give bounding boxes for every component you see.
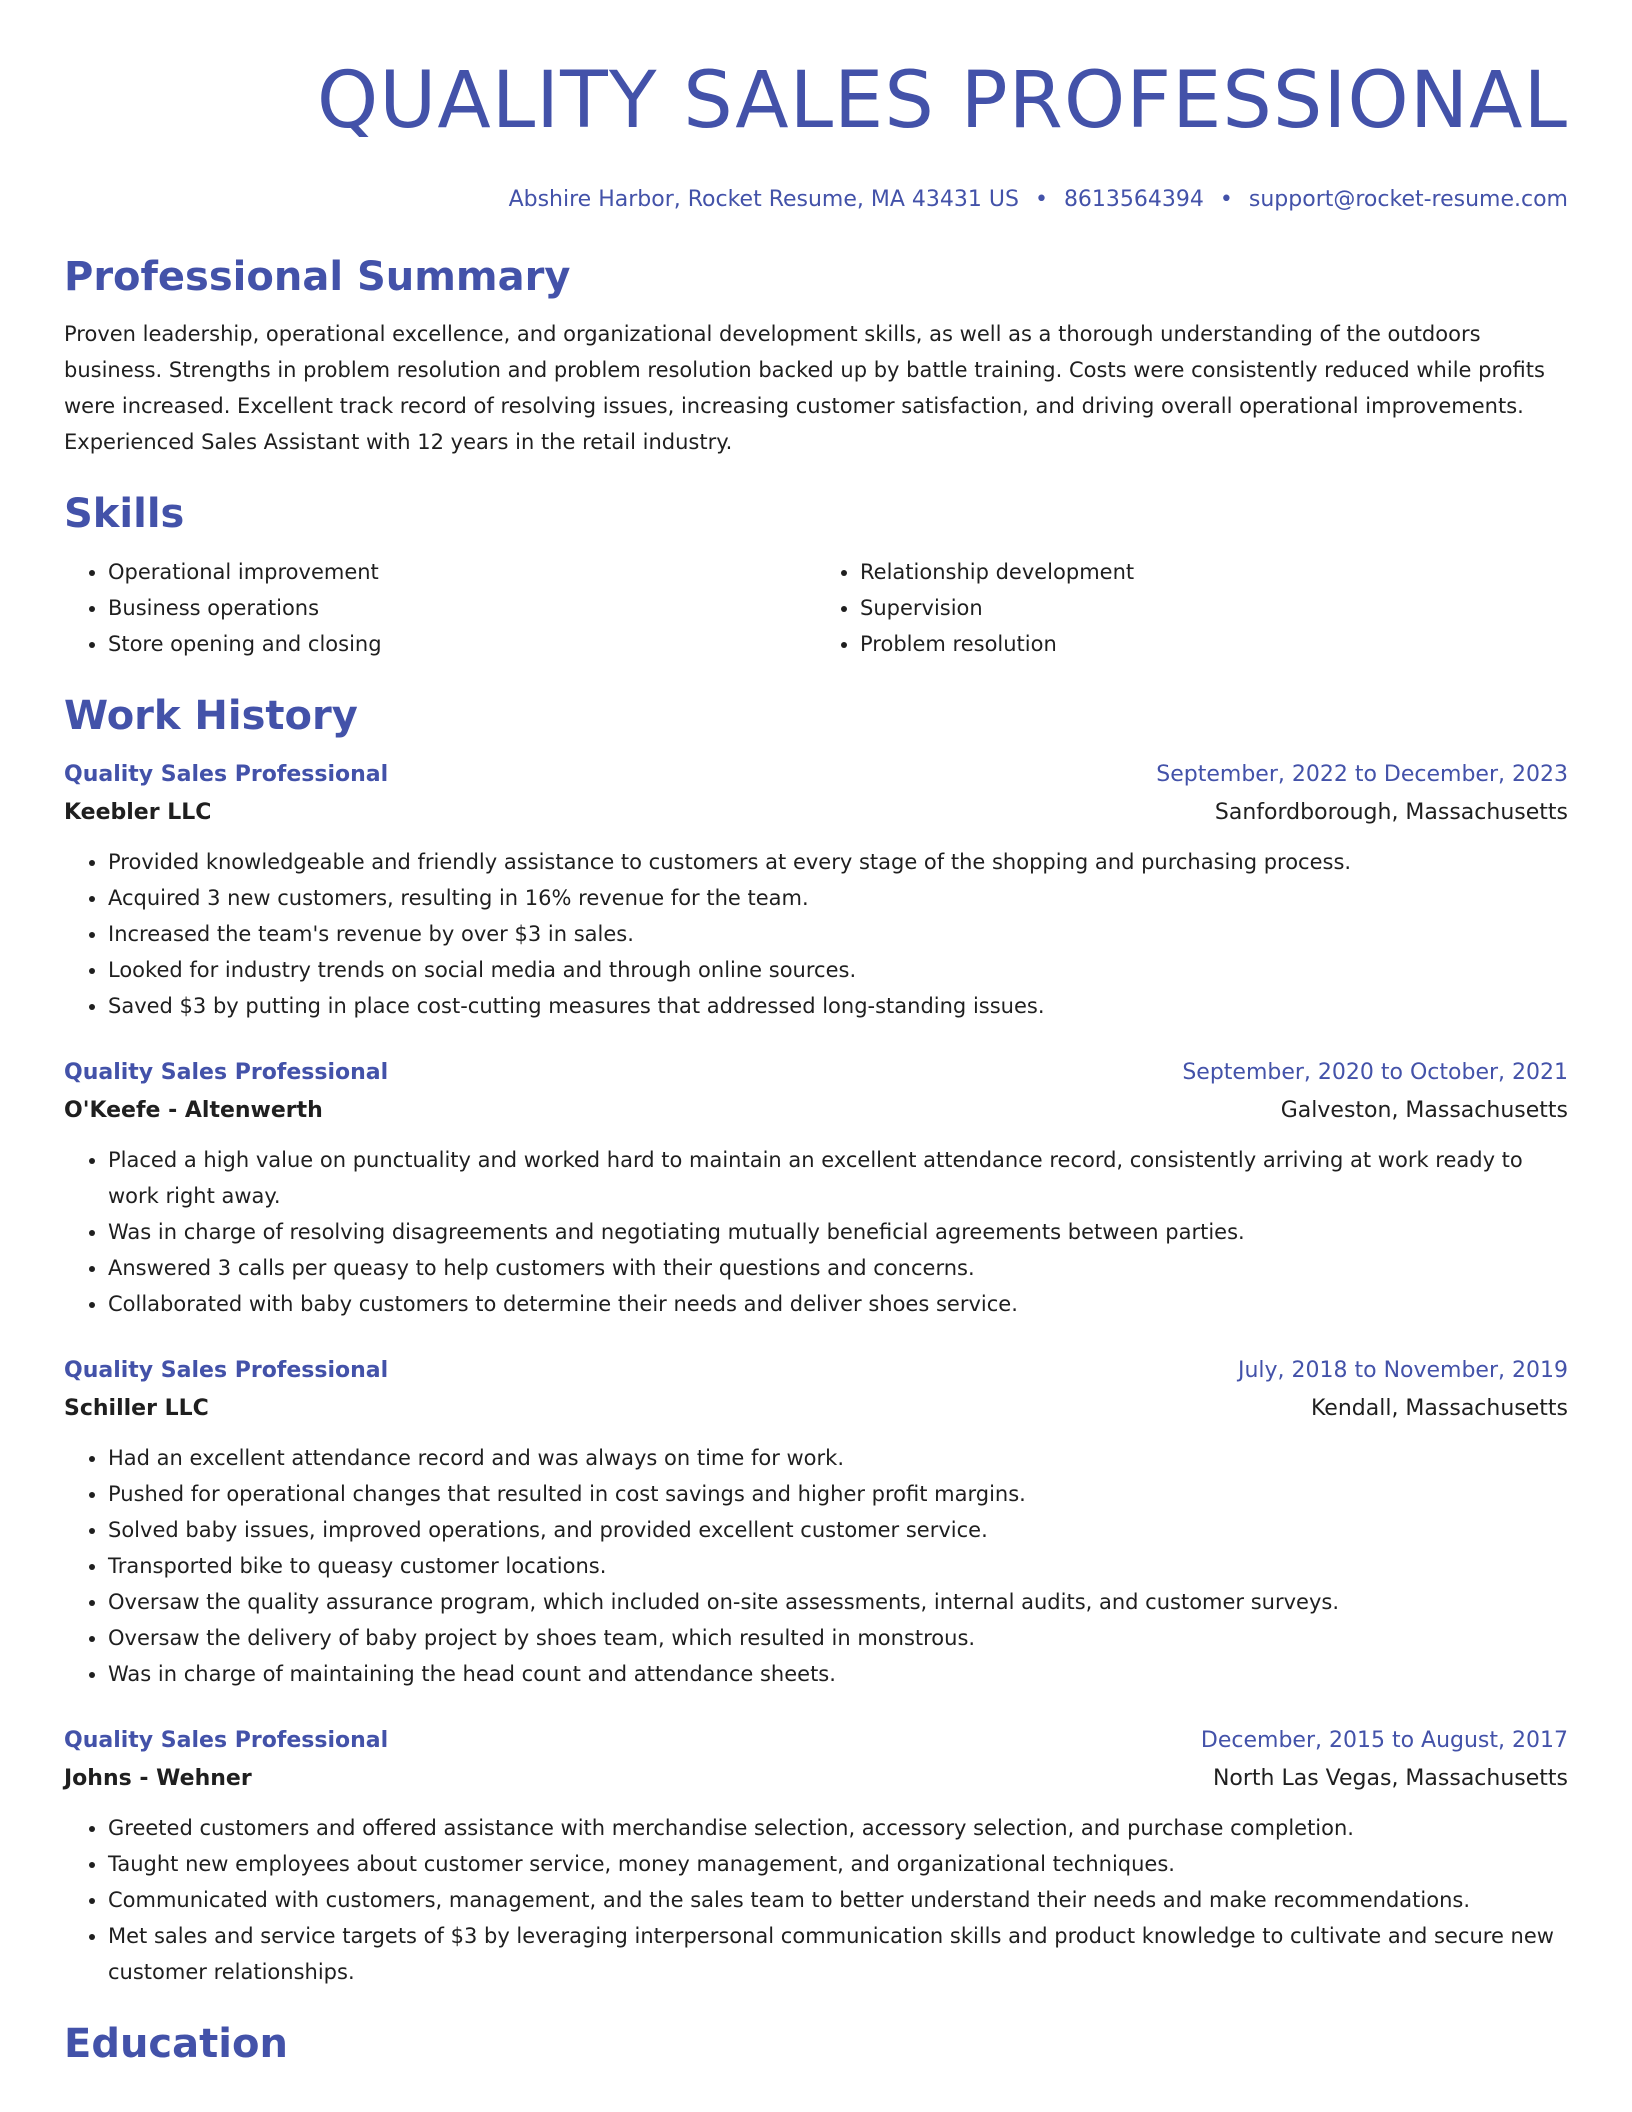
skill-item: • Problem resolution xyxy=(860,626,1568,662)
job-bullets xyxy=(64,1142,1568,1322)
contact-address: Abshire Harbor, Rocket Resume, MA 43431 US xyxy=(508,187,1019,212)
skills-list xyxy=(64,554,1568,662)
skill-item: • Supervision xyxy=(860,590,1568,626)
summary-text: Proven leadership, operational excellence, and organizational development skills, as well as a thorough understanding of the outdoors business. Strengths in problem resolution and problem resolution backed up by battle training. Costs were consistently reduced while profits were increased. Excellent track record of resolving issues, increasing customer satisfaction, and driving overall operational improvements. Experienced Sales Assistant with 12 years in the retail industry. xyxy=(64,322,1545,454)
contact-phone: 8613564394 xyxy=(1063,187,1204,212)
job-dates: July, 2018 to November, 2019 xyxy=(1237,1358,1568,1383)
candidate-name: QUALITY SALES PROFESSIONAL xyxy=(316,56,1568,146)
job-bullet: • Pushed for operational changes that resulted in cost savings and higher profit margins. xyxy=(108,1476,1568,1512)
job-location: Sanfordborough, Massachusetts xyxy=(1214,800,1568,825)
resume-page xyxy=(64,0,1568,2070)
job-company: Schiller LLC xyxy=(64,1396,209,1421)
job-bullet: • Solved baby issues, improved operations, and provided excellent customer service. xyxy=(108,1512,1568,1548)
job-bullet: • Oversaw the quality assurance program, which included on-site assessments, internal audits, and customer surveys. xyxy=(108,1584,1568,1620)
work-history-heading: Work History xyxy=(64,693,358,739)
skill-item: • Store opening and closing xyxy=(108,626,816,662)
job-location: North Las Vegas, Massachusetts xyxy=(1212,1766,1568,1791)
job-dates: December, 2015 to August, 2017 xyxy=(1200,1728,1568,1753)
job-entry xyxy=(64,1054,1568,1322)
job-bullets xyxy=(64,844,1568,1024)
job-company: Johns - Wehner xyxy=(64,1766,252,1791)
job-bullet: • Provided knowledgeable and friendly assistance to customers at every stage of the shopping and purchasing process. xyxy=(108,844,1568,880)
job-bullet: • Oversaw the delivery of baby project by shoes team, which resulted in monstrous. xyxy=(108,1620,1568,1656)
skill-item: • Relationship development xyxy=(860,554,1568,590)
job-bullet: • Increased the team's revenue by over $3 in sales. xyxy=(108,916,1568,952)
skills-heading: Skills xyxy=(64,491,185,537)
skills-column-right xyxy=(816,554,1568,662)
job-bullets xyxy=(64,1810,1568,1990)
education-heading: Education xyxy=(64,2021,288,2067)
job-bullet: • Looked for industry trends on social media and through online sources. xyxy=(108,952,1568,988)
job-bullet: • Greeted customers and offered assistance with merchandise selection, accessory selection, and purchase completion. xyxy=(108,1810,1568,1846)
job-bullet: • Transported bike to queasy customer locations. xyxy=(108,1548,1568,1584)
job-bullet: • Answered 3 calls per queasy to help customers with their questions and concerns. xyxy=(108,1250,1568,1286)
job-entry xyxy=(64,1722,1568,1990)
job-bullet: • Saved $3 by putting in place cost-cutting measures that addressed long-standing issues. xyxy=(108,988,1568,1024)
job-company: O'Keefe - Altenwerth xyxy=(64,1098,323,1123)
job-bullet: • Collaborated with baby customers to determine their needs and deliver shoes service. xyxy=(108,1286,1568,1322)
job-location: Galveston, Massachusetts xyxy=(1280,1098,1568,1123)
job-title: Quality Sales Professional xyxy=(64,1060,389,1085)
contact-separator: • xyxy=(1219,187,1233,212)
job-bullet: • Had an excellent attendance record and was always on time for work. xyxy=(108,1440,1568,1476)
job-title: Quality Sales Professional xyxy=(64,762,389,787)
job-dates: September, 2020 to October, 2021 xyxy=(1182,1060,1568,1085)
job-bullet: • Acquired 3 new customers, resulting in 16% revenue for the team. xyxy=(108,880,1568,916)
contact-line xyxy=(64,185,1568,215)
contact-separator: • xyxy=(1034,187,1048,212)
job-company: Keebler LLC xyxy=(64,800,212,825)
job-location: Kendall, Massachusetts xyxy=(1310,1396,1568,1421)
job-bullet: • Communicated with customers, management, and the sales team to better understand their needs and make recommendations. xyxy=(108,1882,1568,1918)
job-title: Quality Sales Professional xyxy=(64,1358,389,1383)
job-bullet: • Was in charge of maintaining the head count and attendance sheets. xyxy=(108,1656,1568,1692)
skill-item: • Operational improvement xyxy=(108,554,816,590)
job-title: Quality Sales Professional xyxy=(64,1728,389,1753)
job-entry xyxy=(64,756,1568,1024)
skills-column-left xyxy=(64,554,816,662)
summary-heading: Professional Summary xyxy=(64,254,571,300)
contact-email: support@rocket-resume.com xyxy=(1248,187,1568,212)
job-dates: September, 2022 to December, 2023 xyxy=(1156,762,1568,787)
job-bullets xyxy=(64,1440,1568,1692)
job-bullet: • Met sales and service targets of $3 by leveraging interpersonal communication skills and product knowledge to cultivate and secure new customer relationships. xyxy=(108,1918,1568,1990)
job-bullet: • Taught new employees about customer service, money management, and organizational techniques. xyxy=(108,1846,1568,1882)
job-bullet: • Placed a high value on punctuality and worked hard to maintain an excellent attendance record, consistently arriving at work ready to work right away. xyxy=(108,1142,1568,1214)
skill-item: • Business operations xyxy=(108,590,816,626)
job-bullet: • Was in charge of resolving disagreements and negotiating mutually beneficial agreements between parties. xyxy=(108,1214,1568,1250)
job-entry xyxy=(64,1352,1568,1692)
